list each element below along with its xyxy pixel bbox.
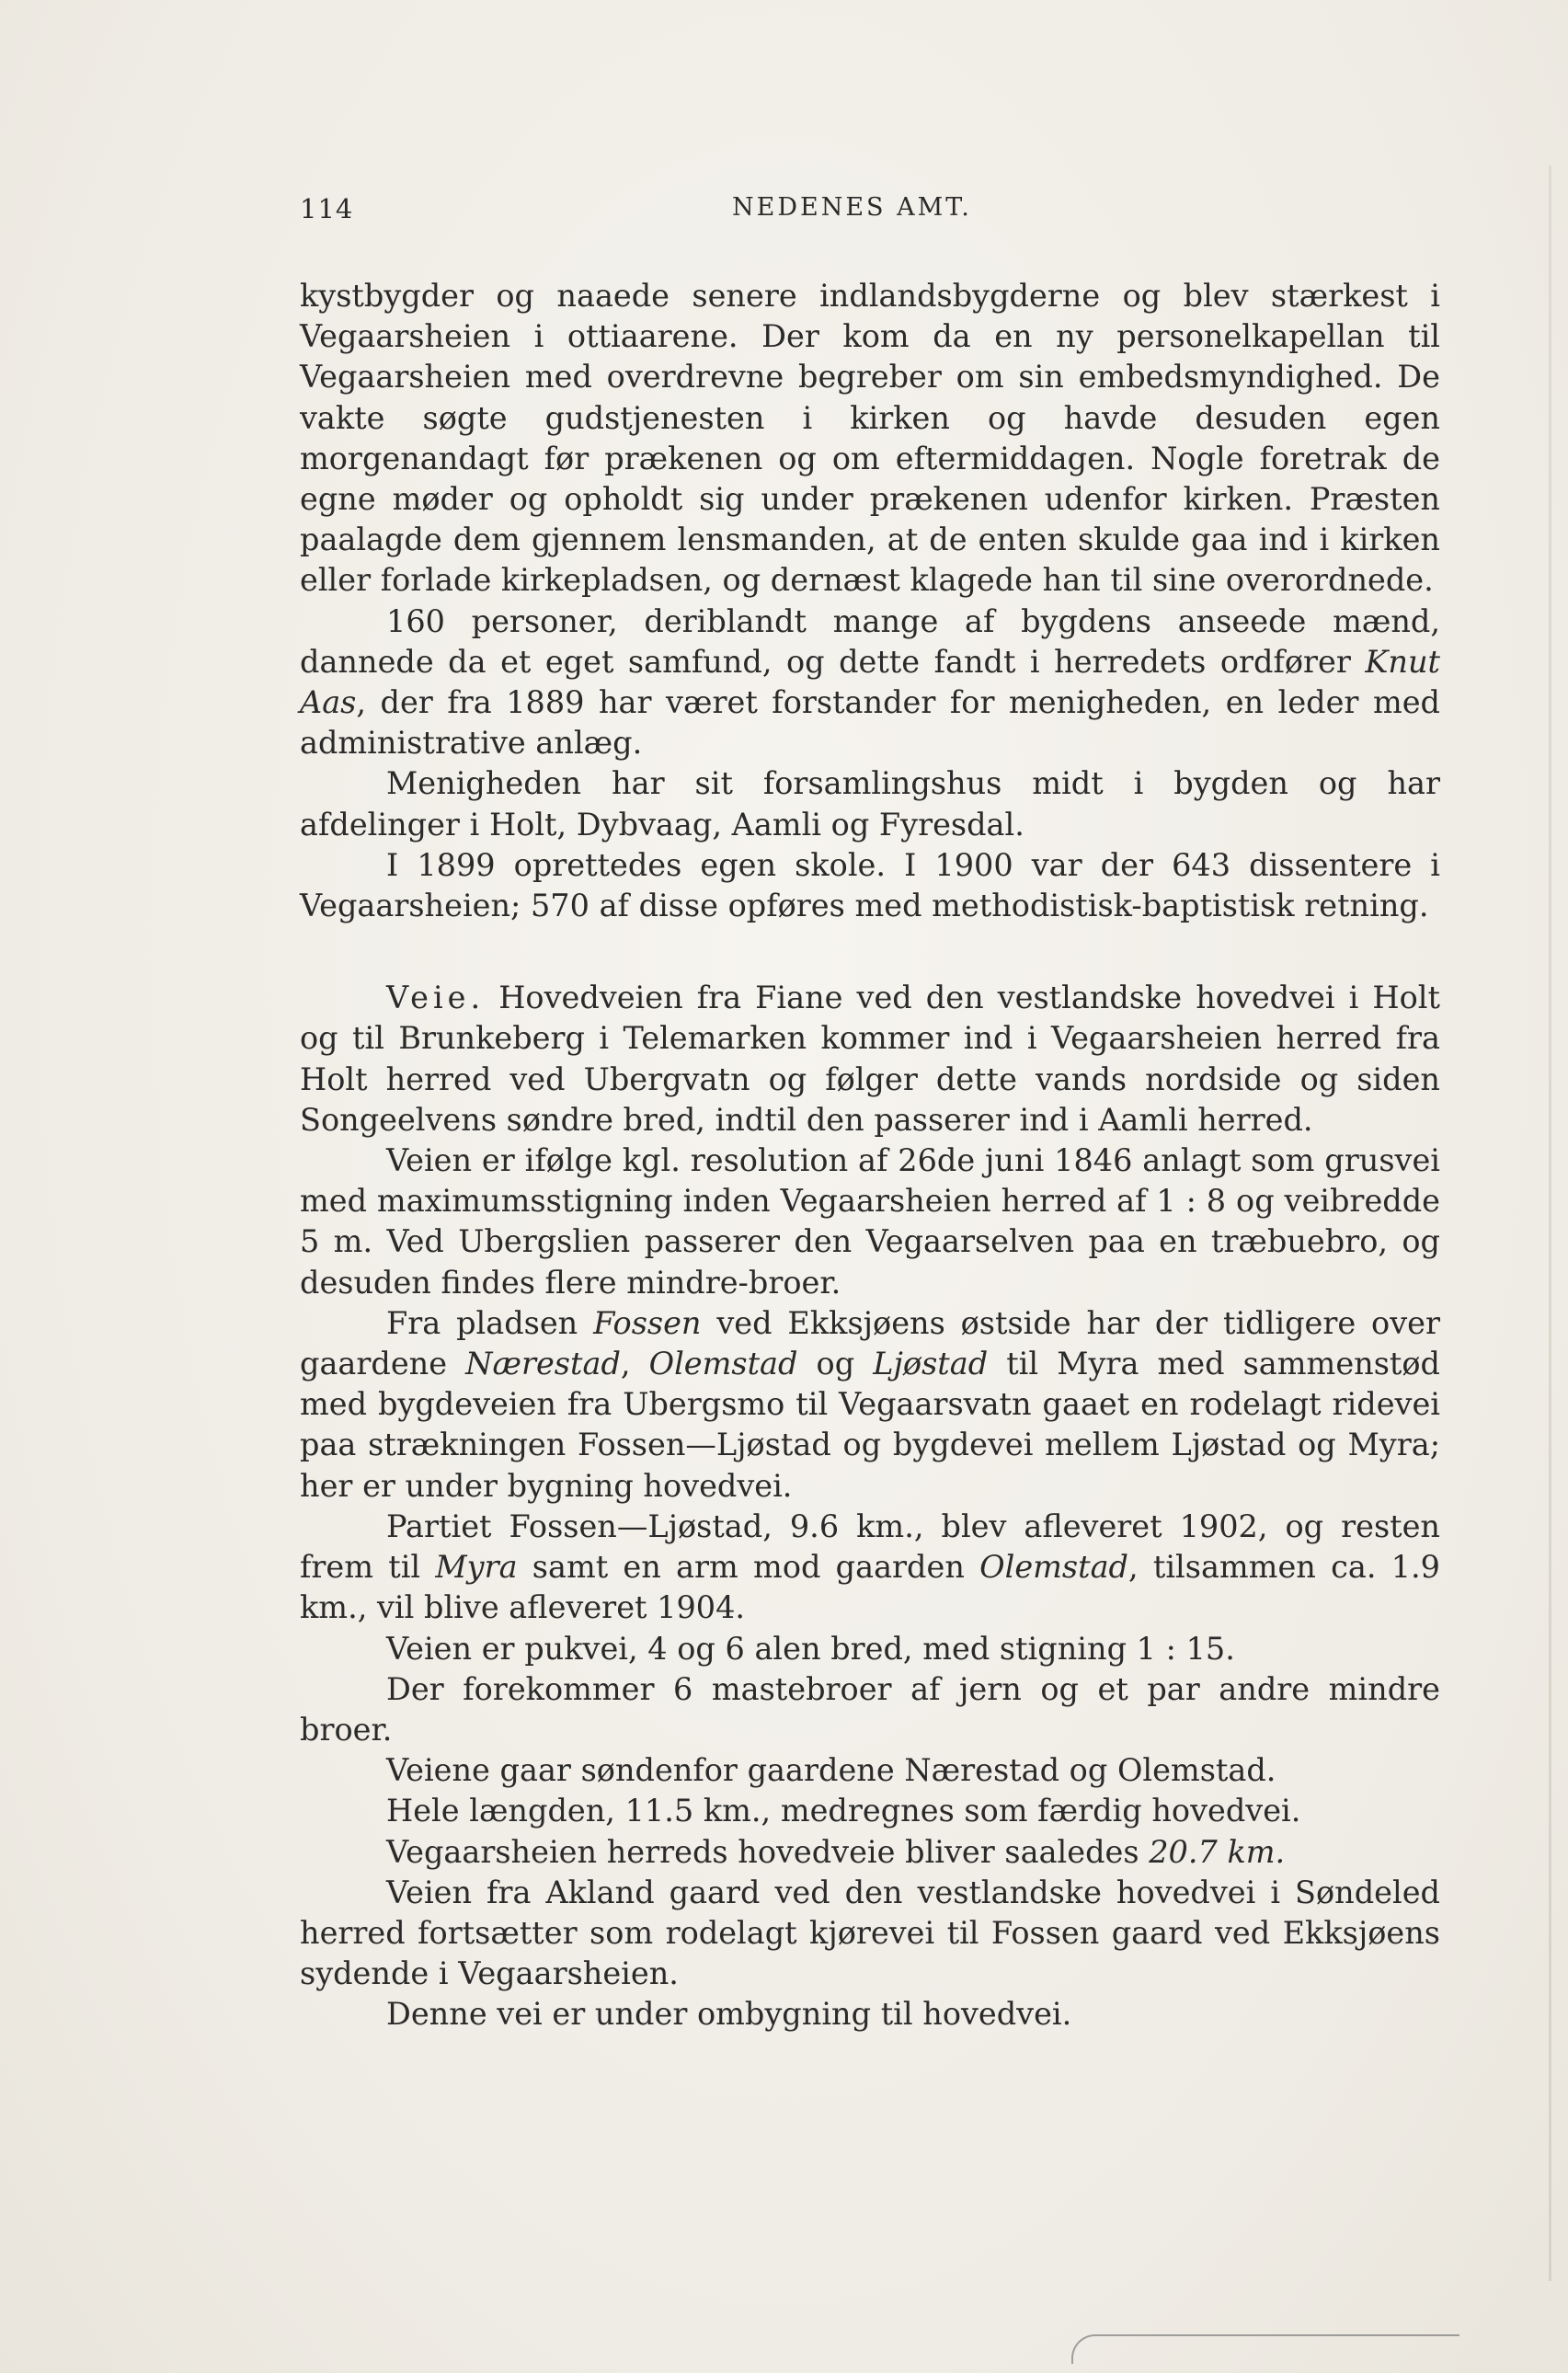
page-edge-shadow (1549, 166, 1551, 2281)
text-segment: , der fra 1889 har været forstander for menigheden, en leder med administrative anlæg. (300, 684, 1440, 762)
page-number: 114 (300, 193, 354, 224)
text-segment: Veiene gaar søndenfor gaardene Nærestad og Olemstad. (386, 1752, 1276, 1789)
italic-name: Fossen (593, 1304, 702, 1341)
paragraph (300, 1750, 1440, 1791)
italic-name: Olemstad (648, 1346, 798, 1382)
paragraph (300, 1873, 1440, 1995)
text-segment: til Myra med sammenstød med bygdeveien fra Ubergsmo til Vegaarsvatn gaaet en rodelagt ridevei paa strækningen Fossen—Ljøstad og bygdevei mellem Ljøstad og Myra; her er under bygning hovedvei. (300, 1346, 1440, 1504)
text-segment: Denne vei er under ombygning til hovedvei. (386, 1996, 1072, 2033)
italic-name: Olemstad (979, 1549, 1128, 1586)
text-segment: Hovedveien fra Fiane ved den vestlandske hovedvei i Holt og til Brunkeberg i Telemarken kommer ind i Vegaarsheien herred fra Holt herred ved Ubergvatn og følger dette vands nordside og siden Songeelvens søndre bred, indtil den passerer ind i Aamli herred. (300, 980, 1440, 1138)
text-segment: Veien fra Akland gaard ved den vestlandske hovedvei i Søndeled herred fortsætter som rodelagt kjørevei til Fossen gaard ved Ekksjøens sydende i Vegaarsheien. (300, 1874, 1440, 1992)
text-segment: Partiet Fossen—Ljøstad, 9.6 km., blev afleveret 1902, og resten frem til (300, 1507, 1440, 1586)
paragraph (300, 1629, 1440, 1669)
paragraph (300, 845, 1440, 926)
paragraph (300, 602, 1440, 764)
italic-name: Knut Aas (300, 643, 1440, 721)
paragraph (300, 1669, 1440, 1750)
text-segment: Fra pladsen (386, 1304, 594, 1341)
text-segment: Vegaarsheien herreds hovedveie bliver saaledes (386, 1833, 1150, 1870)
text-segment: Der forekommer 6 mastebroer af jern og et par andre mindre broer. (300, 1670, 1440, 1748)
paragraph (300, 1507, 1440, 1629)
italic-name: Ljøstad (873, 1346, 989, 1382)
text-segment: ved Ekksjøens østside har der tidligere over gaardene (300, 1304, 1440, 1382)
text-segment: Hele længden, 11.5 km., medregnes som færdig hovedvei. (386, 1793, 1301, 1829)
paragraph (300, 1141, 1440, 1303)
paragraph (300, 1994, 1440, 2035)
corner-mark (1071, 2334, 1459, 2364)
running-head: NEDENES AMT. (732, 193, 972, 222)
text-segment: kystbygder og naaede senere indlandsbygderne og blev stærkest i Vegaarsheien i ottiaarene. Der kom da en ny personelkapellan til Vegaarsheien med overdrevne begreber om sin embedsmyndighed. De vakte søgte gudstjenesten i kirken og havde desuden egen morgenandagt før prækenen og om eftermiddagen. Nogle foretrak de egne møder og opholdt sig under prækenen udenfor kirken. Præsten paalagde dem gjennem lensmanden, at de enten skulde gaa ind i kirken eller forlade kirkepladsen, og dernæst klagede han til sine overordnede. (300, 278, 1440, 599)
paragraph (300, 276, 1440, 602)
section-heading: Veie. (386, 980, 486, 1016)
italic-name: 20.7 km. (1149, 1833, 1286, 1870)
paragraph (300, 763, 1440, 844)
paragraph (300, 1303, 1440, 1507)
text-segment: 160 personer, deriblandt mange af bygdens anseede mænd, dannede da et eget samfund, og dette fandt i herredets ordfører (300, 602, 1440, 680)
text-segment: Veien er ifølge kgl. resolution af 26de juni 1846 anlagt som grusvei med maximumsstigning inden Vegaarsheien herred af 1 : 8 og veibredde 5 m. Ved Ubergslien passerer den Vegaarselven paa en træbuebro, og desuden findes flere mindre-broer. (300, 1142, 1440, 1301)
text-segment: Menigheden har sit forsamlingshus midt i bygden og har afdelinger i Holt, Dybvaag, Aamli og Fyresdal. (300, 765, 1440, 843)
page-header (300, 193, 1440, 239)
text-segment: samt en arm mod gaarden (517, 1549, 980, 1586)
italic-name: Nærestad (465, 1346, 621, 1382)
italic-name: Myra (435, 1549, 518, 1586)
text-segment: I 1899 oprettedes egen skole. I 1900 var der 643 dissentere i Vegaarsheien; 570 af disse opføres med methodistisk-baptistisk retning. (300, 846, 1440, 924)
body-text (300, 276, 1440, 2035)
text-segment: , tilsammen ca. 1.9 km., vil blive afleveret 1904. (300, 1549, 1440, 1626)
paragraph (300, 978, 1440, 1141)
paragraph (300, 1832, 1440, 1873)
text-segment: og (797, 1346, 874, 1382)
text-segment: , (620, 1346, 649, 1382)
text-segment: Veien er pukvei, 4 og 6 alen bred, med stigning 1 : 15. (386, 1630, 1235, 1667)
paragraph (300, 1791, 1440, 1831)
